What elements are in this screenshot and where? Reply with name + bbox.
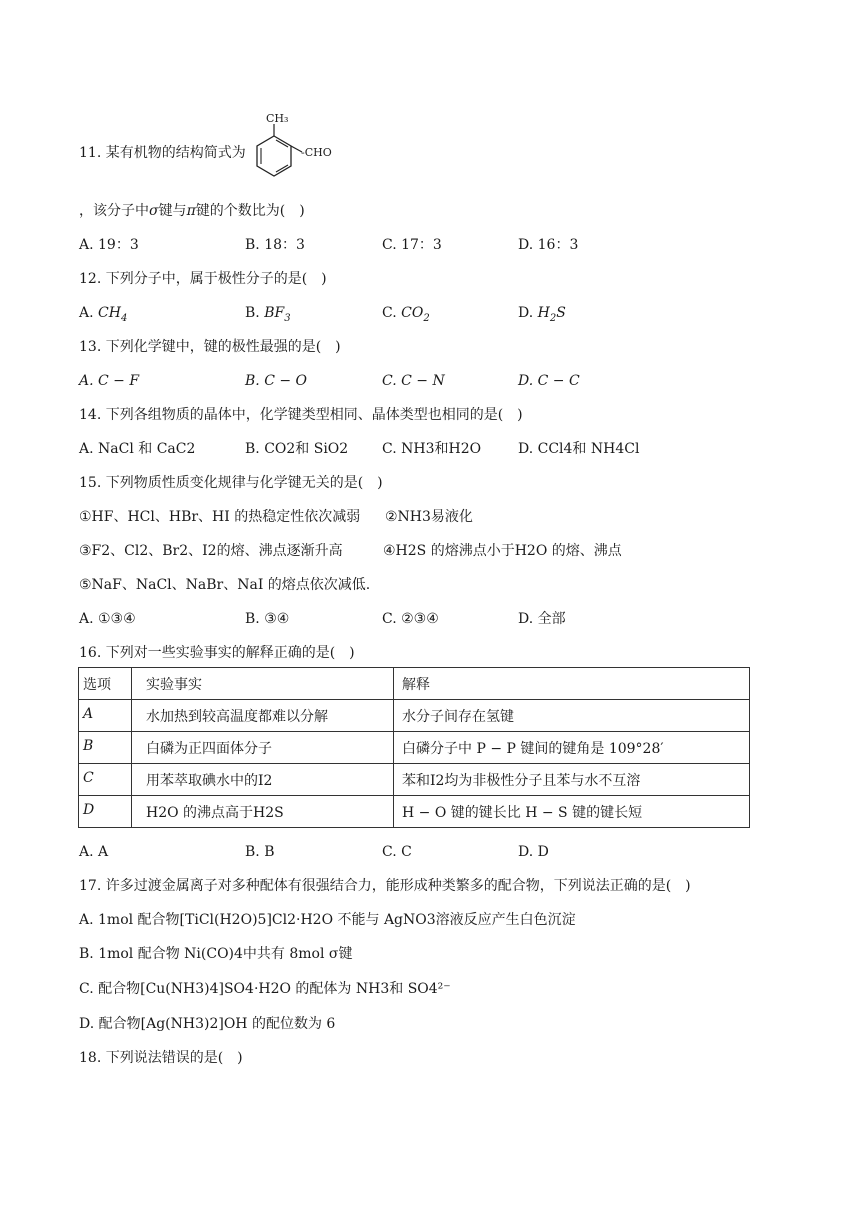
q13-stem: 13. 下列化学键中，键的极性最强的是( ) [79, 339, 341, 355]
table-cell: 水加热到较高温度都难以分解 [132, 700, 394, 732]
q17-option-d: D. 配合物[Ag(NH3)2]OH 的配位数为 6 [79, 1016, 336, 1032]
ch3-label: CH₃ [266, 112, 289, 125]
q16-option-a: A. A [79, 844, 109, 860]
q16-option-c: C. C [382, 844, 412, 860]
q14-option-d: D. CCl4和 NH4Cl [518, 441, 640, 457]
q15-statement-1: ①HF、HCl、HBr、HI 的热稳定性依次减弱 [79, 509, 361, 525]
table-cell: B [79, 732, 132, 764]
table-header: 实验事实 [132, 668, 394, 700]
q18-stem: 18. 下列说法错误的是( ) [79, 1050, 243, 1066]
q15-stem: 15. 下列物质性质变化规律与化学键无关的是( ) [79, 475, 383, 491]
q13-option-b: B. C − O [245, 373, 308, 389]
q12-option-b: B. $BF_3$ [245, 305, 291, 324]
q14-option-b: B. CO2和 SiO2 [245, 441, 349, 457]
q12-option-a: A. $CH_4$ [79, 305, 128, 324]
q14-stem: 14. 下列各组物质的晶体中，化学键类型相同、晶体类型也相同的是( ) [79, 407, 523, 423]
table-cell: H2O 的沸点高于H2S [132, 796, 394, 828]
table-cell: 苯和I2均为非极性分子且苯与水不互溶 [394, 764, 750, 796]
q15-statement-2: ②NH3易液化 [385, 509, 473, 525]
q13-option-c: C. C − N [382, 373, 445, 389]
q15-statement-5: ⑤NaF、NaCl、NaBr、NaI 的熔点依次减低. [79, 577, 371, 593]
q11-option-a: A. 19：3 [79, 237, 139, 253]
q16-option-d: D. D [518, 844, 549, 860]
q15-option-c: C. ②③④ [382, 611, 439, 627]
table-cell: 水分子间存在氢键 [394, 700, 750, 732]
q12-option-d: D. $H_2S$ [518, 305, 566, 324]
q17-option-b: B. 1mol 配合物 Ni(CO)4中共有 8mol σ键 [79, 946, 353, 962]
q16-table [78, 667, 750, 828]
table-cell: 用苯萃取碘水中的I2 [132, 764, 394, 796]
table-cell: 白磷为正四面体分子 [132, 732, 394, 764]
q11-option-b: B. 18：3 [245, 237, 305, 253]
q14-option-a: A. NaCl 和 CaC2 [79, 441, 196, 457]
q15-statement-3: ③F2、Cl2、Br2、I2的熔、沸点逐渐升高 [79, 543, 343, 559]
q11-option-c: C. 17：3 [382, 237, 442, 253]
q17-option-c: C. 配合物[Cu(NH3)4]SO4·H2O 的配体为 NH3和 SO4²⁻ [79, 981, 451, 997]
q11-option-d: D. 16：3 [518, 237, 579, 253]
table-row [79, 700, 750, 732]
q16-option-b: B. B [245, 844, 275, 860]
q12-option-c: C. $CO_2$ [382, 305, 430, 324]
q15-statement-4: ④H2S 的熔沸点小于H2O 的熔、沸点 [383, 543, 622, 559]
table-header-row [79, 668, 750, 700]
q17-option-a: A. 1mol 配合物[TiCl(H2O)5]Cl2·H2O 不能与 AgNO3溶液反应产生白色沉淀 [79, 912, 576, 928]
table-cell: A [79, 700, 132, 732]
q15-option-a: A. ①③④ [79, 611, 136, 627]
table-cell: C [79, 764, 132, 796]
q17-stem: 17. 许多过渡金属离子对多种配体有很强结合力，能形成种类繁多的配合物，下列说法正确的是( ) [79, 878, 691, 894]
q15-option-b: B. ③④ [245, 611, 290, 627]
cho-label: -CHO [301, 146, 332, 159]
q12-stem: 12. 下列分子中，属于极性分子的是( ) [79, 271, 327, 287]
q13-option-d: D. C − C [518, 373, 580, 389]
table-cell: H − O 键的键长比 H − S 键的键长短 [394, 796, 750, 828]
table-header: 解释 [394, 668, 750, 700]
q11-stem2: ，该分子中σ键与π键的个数比为( ) [79, 203, 305, 219]
q15-option-d: D. 全部 [518, 611, 566, 627]
table-row [79, 732, 750, 764]
benzaldehyde-structure [250, 112, 340, 188]
table-row [79, 796, 750, 828]
table-header: 选项 [79, 668, 132, 700]
table-row [79, 764, 750, 796]
q14-option-c: C. NH3和H2O [382, 441, 482, 457]
table-cell: 白磷分子中 P − P 键间的键角是 109°28′ [394, 732, 750, 764]
q16-stem: 16. 下列对一些实验事实的解释正确的是( ) [79, 645, 355, 661]
table-cell: D [79, 796, 132, 828]
q13-option-a: A. C − F [79, 373, 140, 389]
q11-stem: 11. 某有机物的结构简式为 [79, 145, 246, 161]
